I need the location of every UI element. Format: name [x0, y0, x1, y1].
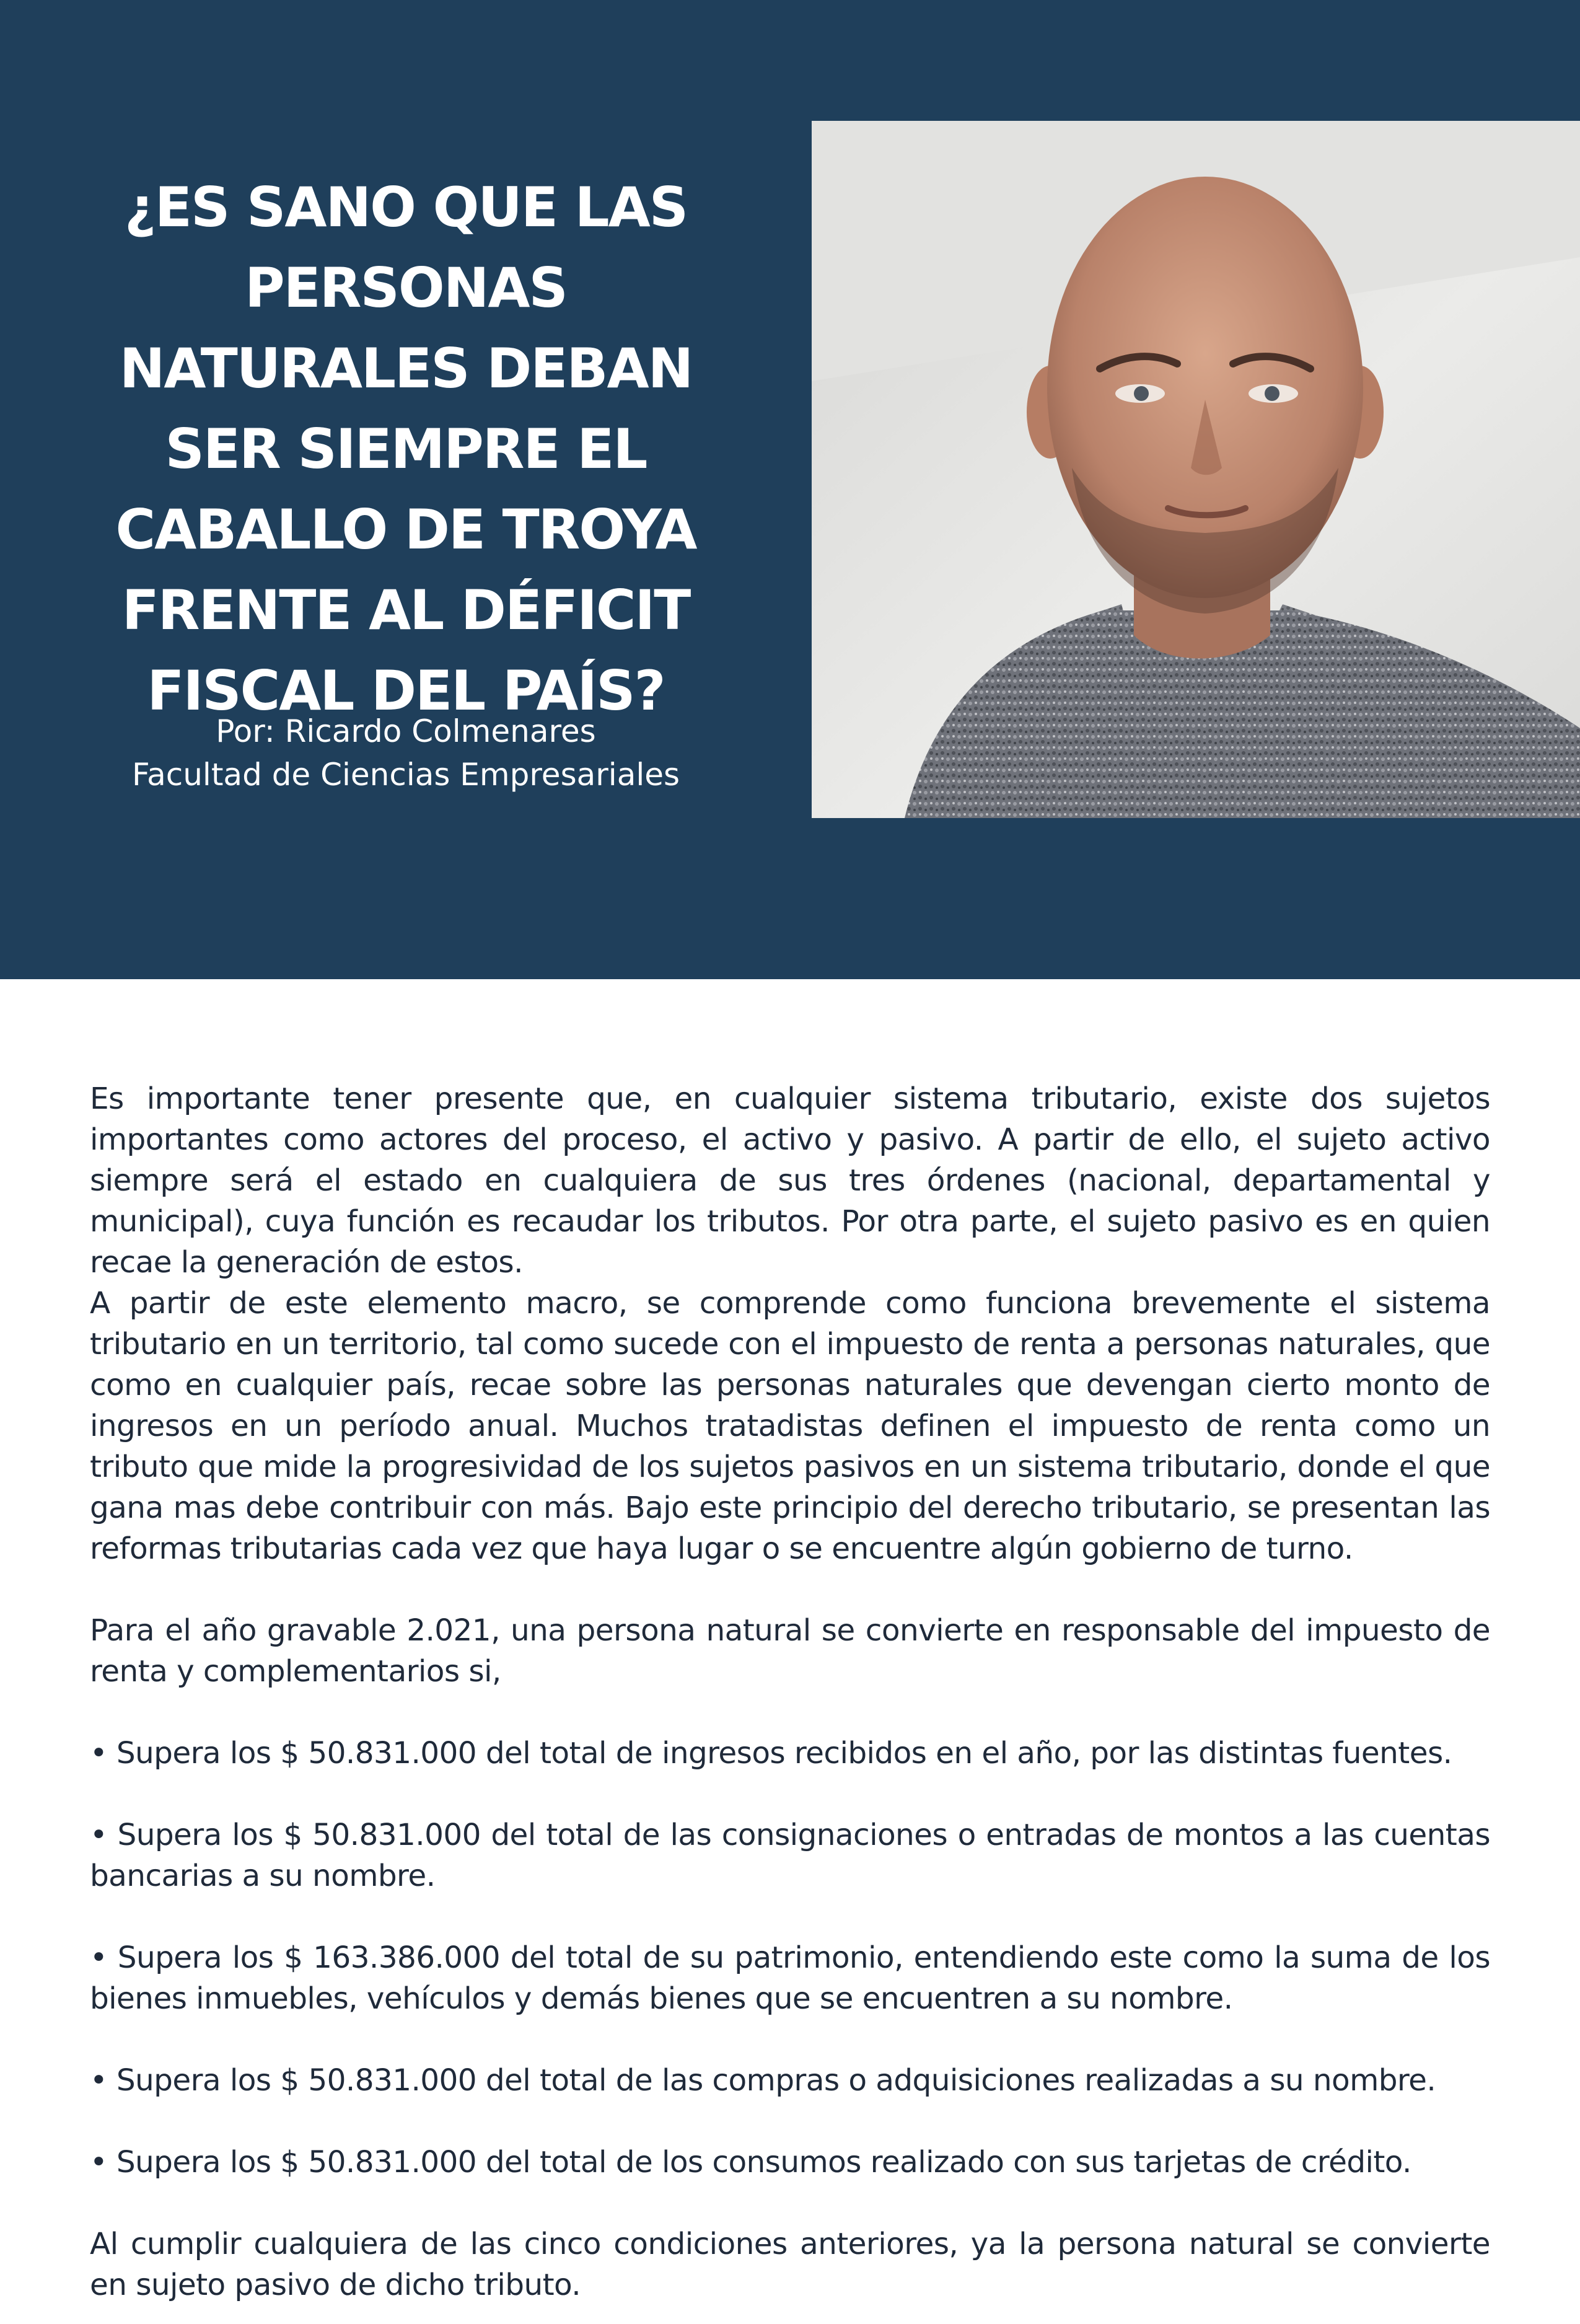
bullet-credit-cards: • Supera los $ 50.831.000 del total de los consumos realizado con sus tarjetas de crédito.	[90, 2145, 1411, 2180]
byline-affiliation: Facultad de Ciencias Empresariales	[131, 757, 680, 793]
byline	[62, 710, 750, 796]
author-photo	[812, 121, 1580, 818]
byline-author: Por: Ricardo Colmenares	[216, 713, 596, 749]
article-body	[90, 1078, 1490, 2305]
bullet-income: • Supera los $ 50.831.000 del total de ingresos recibidos en el año, por las distintas fuentes.	[90, 1736, 1452, 1771]
bullet-assets: • Supera los $ 163.386.000 del total de su patrimonio, entendiendo este como la suma de los bienes inmuebles, vehículos y demás bienes que se encuentren a su nombre.	[90, 1940, 1490, 2016]
article-title: ¿ES SANO QUE LAS PERSONAS NATURALES DEBAN SER SIEMPRE EL CABALLO DE TROYA FRENTE AL DÉFICIT FISCAL DEL PAÍS?	[115, 175, 696, 723]
bullet-deposits: • Supera los $ 50.831.000 del total de las consignaciones o entradas de montos a las cuentas bancarias a su nombre.	[90, 1818, 1490, 1893]
paragraph-closing: Al cumplir cualquiera de las cinco condiciones anteriores, ya la persona natural se convierte en sujeto pasivo de dicho tributo.	[90, 2227, 1490, 2302]
author-portrait-icon	[812, 121, 1580, 818]
bullet-purchases: • Supera los $ 50.831.000 del total de las compras o adquisiciones realizadas a su nombre.	[90, 2063, 1436, 2098]
paragraph-condition-intro: Para el año gravable 2.021, una persona natural se convierte en responsable del impuesto de renta y complementarios si,	[90, 1613, 1490, 1689]
paragraph-macro: A partir de este elemento macro, se comprende como funciona brevemente el sistema tributario en un territorio, tal como sucede con el impuesto de renta a personas naturales, que como en cualquier país, recae sobre las personas naturales que devengan cierto monto de ingresos en un período anual. Muchos tratadistas definen el impuesto de renta como un tributo que mide la progresividad de los sujetos pasivos en un sistema tributario, donde el que gana mas debe contribuir con más. Bajo este principio del derecho tributario, se presentan las reformas tributarias cada vez que haya lugar o se encuentre algún gobierno de turno.	[90, 1286, 1490, 1566]
paragraph-intro: Es importante tener presente que, en cualquier sistema tributario, existe dos sujetos importantes como actores del proceso, el activo y pasivo. A partir de ello, el sujeto activo siempre será el estado en cualquiera de sus tres órdenes (nacional, departamental y municipal), cuya función es recaudar los tributos. Por otra parte, el sujeto pasivo es en quien recae la generación de estos.	[90, 1081, 1490, 1280]
